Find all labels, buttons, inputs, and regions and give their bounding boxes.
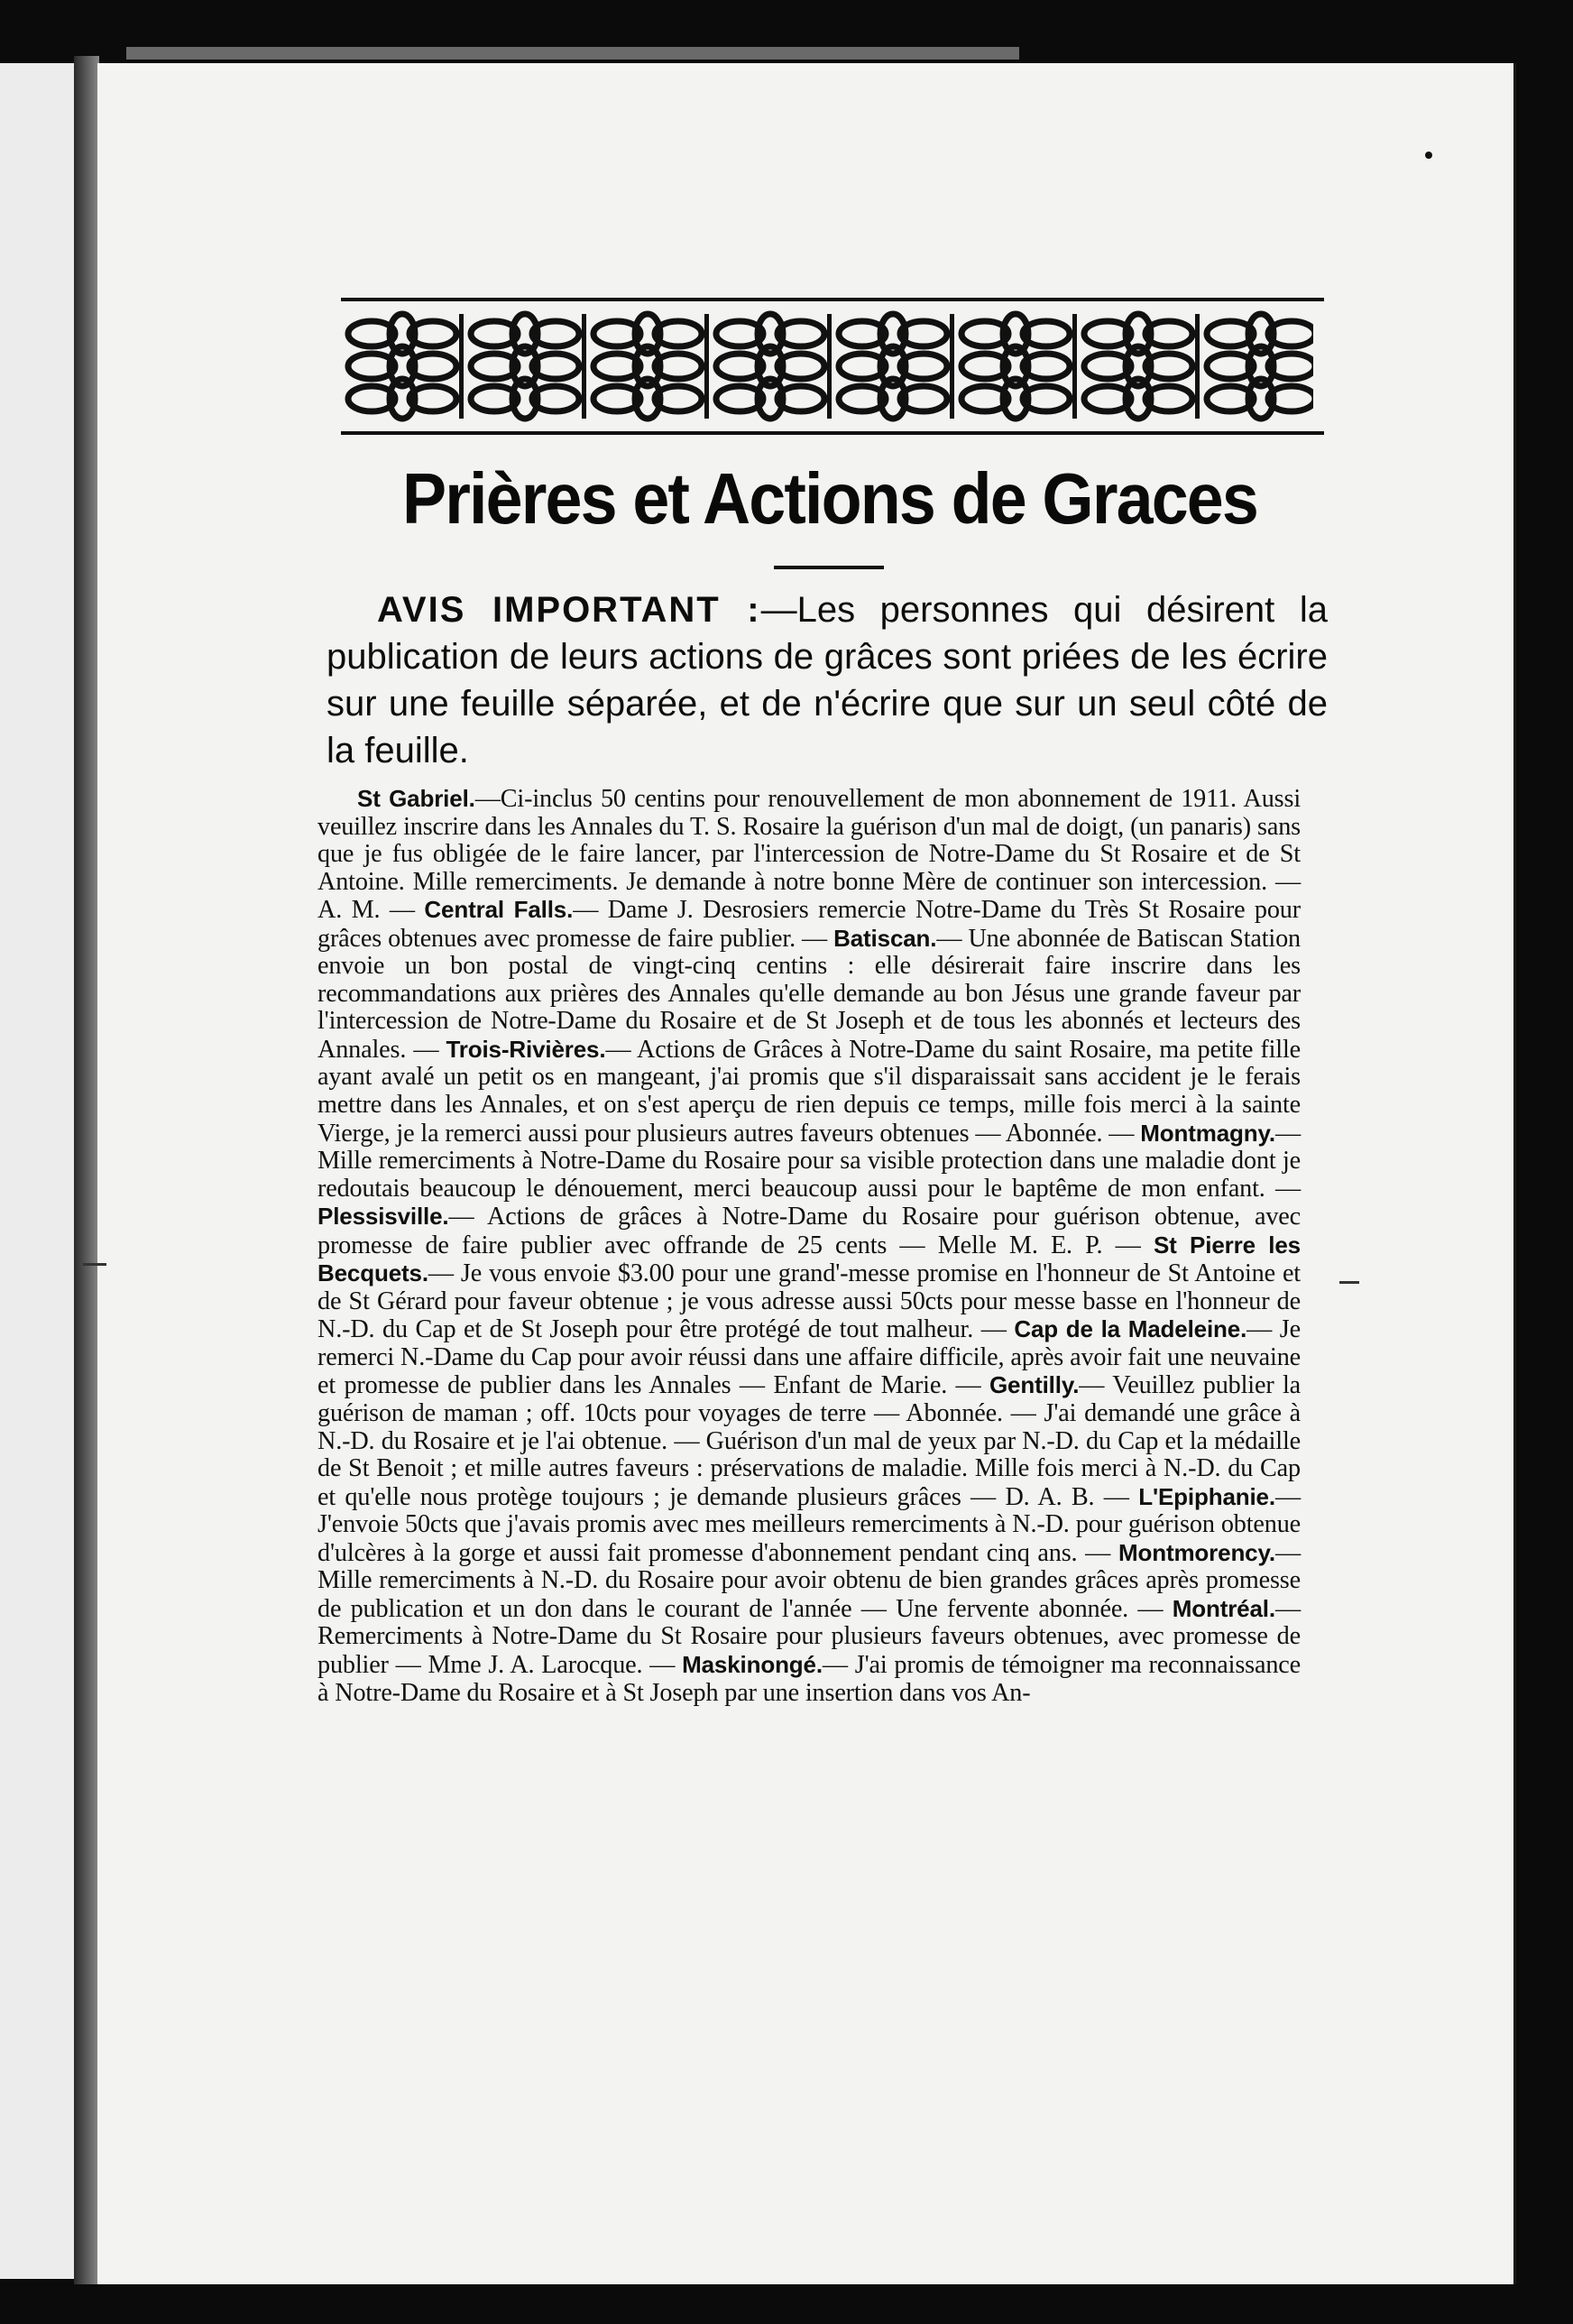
entry-place: Plessisville. [317, 1203, 449, 1231]
page-title: Prières et Actions de Graces [401, 458, 1258, 539]
entry-place: St Pierre les Becquets. [317, 1231, 1301, 1287]
entry-place: L'Epiphanie. [1138, 1482, 1275, 1510]
entry-text: — J'envoie 50cts que j'avais promis avec mes meilleurs remerciments à N.-D. pour guérison obtenue d'ulcères à la gorge et aussi fait promesse d'abonnement pendant cinq ans. — [317, 1482, 1301, 1567]
entry-place: Montréal. [1172, 1594, 1275, 1622]
entry-place: Gentilly. [989, 1371, 1080, 1399]
entry-place: Montmorency. [1118, 1538, 1275, 1566]
entry-text: — Veuillez publier la guérison de maman ; off. 10cts pour voyages de terre — Abonnée. — J'ai demandé une grâce à N.-D. du Rosaire et je l'ai obtenue. — Guérison d'un mal de yeux par N.-D. du Cap et la médaille de St Benoit ; et mille autres faveurs : préservations de maladie. Mille fois merci à N.-D. du Cap et qu'elle nous protège toujours ; je demande plusieurs grâces — D. A. B. — [317, 1371, 1301, 1511]
ornament-pattern [341, 301, 1317, 431]
entry-text: — Une abonnée de Batiscan Station envoie un bon postal de vingt-cinq centins : elle désirerait faire inscrire dans les recommandations aux prières des Annales qu'elle demande au bon Jésus une grande faveur par l'intercession de Notre-Dame du Rosaire et de St Joseph et de tous les abonnés et lecteurs des Annales. — [317, 924, 1302, 1064]
left-page-edge [0, 63, 76, 2279]
top-page-strip [126, 47, 1019, 60]
page-gutter-shadow [74, 56, 99, 2284]
entry-place: Cap de la Madeleine. [1014, 1315, 1247, 1343]
title-underline [774, 566, 884, 569]
page-dot [1425, 152, 1432, 159]
entry-text: — Mille remerciments à N.-D. du Rosaire pour avoir obtenu de bien grandes grâces après promesse de publication et un don dans le courant de l'année — Une fervente abonnée. — [317, 1538, 1301, 1623]
entry-place: Maskinongé. [682, 1650, 823, 1678]
notice-text: —Les personnes qui désirent la publication de leurs actions de grâces sont priées de les écrire sur une feuille séparée, et de n'écrire que sur un seul côté de la feuille. [327, 590, 1328, 770]
entry-place: Central Falls. [424, 896, 574, 924]
entry-place: Montmagny. [1140, 1119, 1275, 1147]
entry-text: —Ci-inclus 50 centins pour renouvellement de mon abonnement de 1911. Aussi veuillez inscrire dans les Annales du T. S. Rosaire la guérison d'un mal de doigt, (un panaris) sans que je fus obligée de le faire lancer, par l'intercession de Notre-Dame du St Rosaire et de St Antoine. Mille remerciments. Je demande à notre bonne Mère de continuer son intercession. — A. M. — [317, 785, 1301, 925]
entry-place: Batiscan. [833, 924, 937, 952]
decorative-border-ornament [341, 298, 1324, 435]
entry-text: — Actions de grâces à Notre-Dame du Rosaire pour guérison obtenue, avec promesse de faire publier avec offrande de 25 cents — Melle M. E. P. — [317, 1203, 1301, 1259]
margin-tick-right [1339, 1281, 1359, 1284]
margin-tick-left [83, 1263, 106, 1266]
entry-text: — Dame J. Desrosiers remercie Notre-Dame du Très St Rosaire pour grâces obtenues avec promesse de faire publier. — [317, 896, 1301, 953]
entry-text: — Remerciments à Notre-Dame du St Rosaire pour plusieurs faveurs obtenues, avec promesse de publier — Mme J. A. Larocque. — [317, 1594, 1301, 1679]
entry-text: — Actions de Grâces à Notre-Dame du saint Rosaire, ma petite fille ayant avalé un petit os en mangeant, j'ai promis que s'il disparaissait sans accident je le ferais mettre dans les Annales, et on s'est aperçu de rien depuis ce temps, mille fois merci à la sainte Vierge, je la remerci aussi pour plusieurs autres faveurs obtenues — Abonnée. — [317, 1035, 1301, 1148]
entry-text: — Je vous envoie $3.00 pour une grand'-messe promise en l'honneur de St Antoine et de St Gérard pour faveur obtenue ; je vous adresse aussi 50cts pour messe basse en l'honneur de N.-D. du Cap et de St Joseph pour être protégé de tout malheur. — [317, 1259, 1301, 1344]
entry-text: — Mille remerciments à Notre-Dame du Rosaire pour sa visible protection dans une maladie dont je redoutais beaucoup le dénouement, merci beaucoup aussi pour le baptême de mon enfant. — [317, 1119, 1301, 1203]
notice-lead: AVIS IMPORTANT : [377, 590, 761, 630]
important-notice [327, 586, 1328, 774]
thanksgiving-entries [317, 785, 1301, 1707]
entry-text: — J'ai promis de témoigner ma reconnaissance à Notre-Dame du Rosaire et à St Joseph par une insertion dans vos An- [317, 1650, 1301, 1707]
entry-place: Trois-Rivières. [446, 1035, 606, 1063]
entry-text: — Je remerci N.-Dame du Cap pour avoir réussi dans une affaire difficile, après avoir fait une neuvaine et promesse de publier dans les Annales — Enfant de Marie. — [317, 1315, 1301, 1400]
entry-place: St Gabriel. [357, 785, 475, 812]
